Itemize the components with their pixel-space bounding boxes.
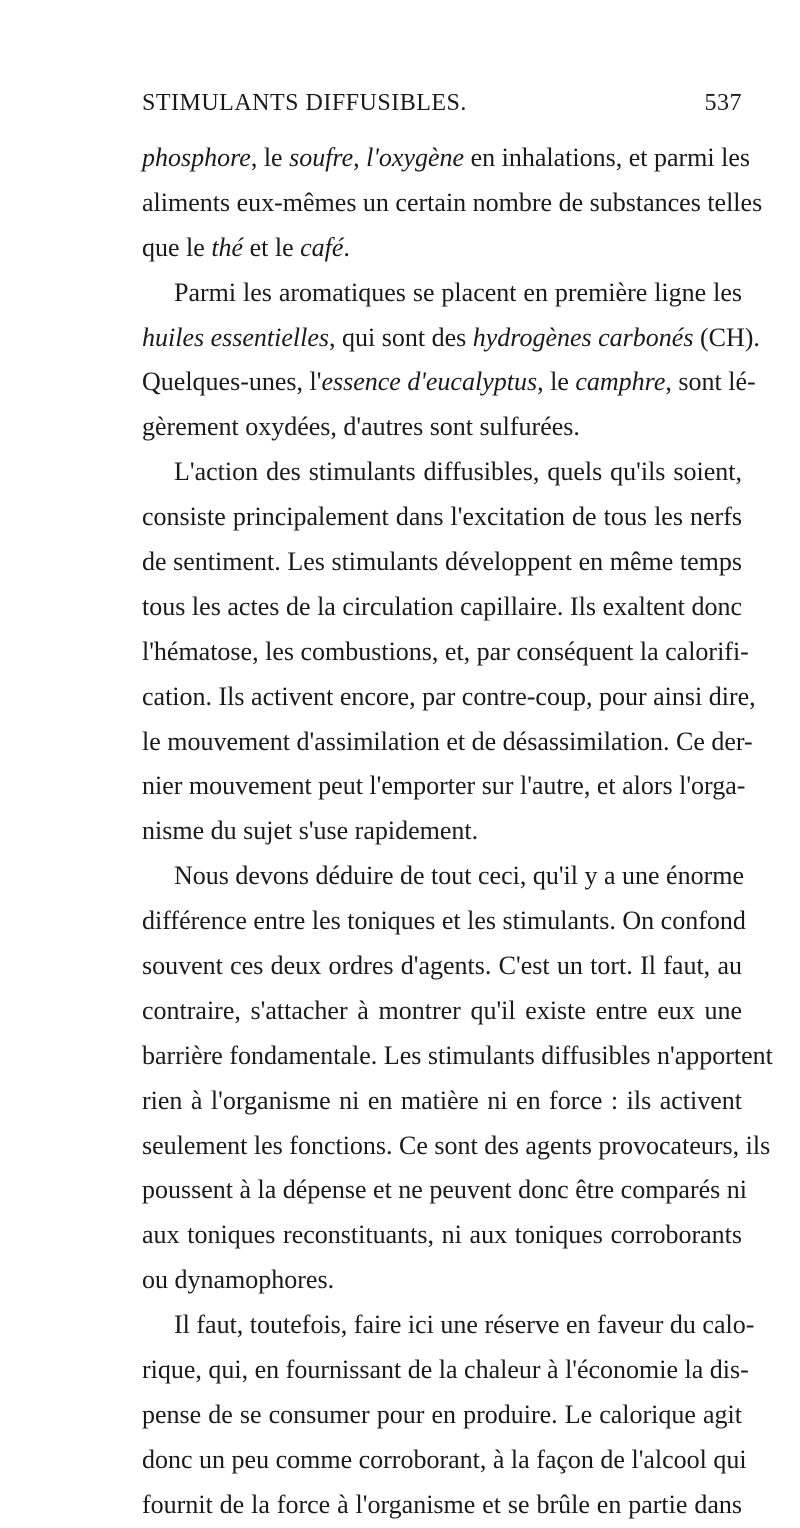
text-line: [142, 809, 742, 854]
text-run: rique, qui, en fournissant de la chaleur à l'économie la dis-: [142, 1355, 749, 1385]
text-run: ou dynamophores.: [142, 1265, 335, 1295]
text-run: en inhalations, et parmi les: [464, 143, 751, 172]
text-run: tous les actes de la circulation capillaire. Ils exaltent donc: [142, 591, 742, 621]
text-run: pense de se consumer pour en produire. Le calorique agit: [142, 1399, 742, 1429]
text-run: que le: [142, 232, 212, 262]
italic-term: l'oxygène: [366, 143, 465, 172]
text-line: [142, 271, 742, 316]
text-line: [142, 764, 746, 809]
italic-term: café: [300, 232, 344, 262]
text-line: [142, 1079, 742, 1124]
text-run: contraire, s'attacher à montrer qu'il existe entre eux une: [142, 995, 742, 1025]
page-number: 537: [704, 90, 742, 116]
text-run: fournit de la force à l'organisme et se brûle en partie dans: [142, 1489, 742, 1519]
text-line: [142, 226, 742, 271]
text-line: [142, 316, 760, 361]
italic-term: essence d'eucalyptus: [321, 367, 538, 397]
text-line: [142, 675, 756, 720]
text-line: [142, 181, 763, 226]
text-run: gèrement oxydées, d'autres sont sulfurées.: [142, 412, 580, 442]
text-line: [142, 1393, 742, 1438]
italic-term: camphre: [575, 367, 666, 397]
running-title: STIMULANTS DIFFUSIBLES.: [142, 90, 467, 116]
text-line: [142, 136, 751, 181]
text-run: l'hématose, les combustions, et, par conséquent la calorifi-: [142, 636, 749, 666]
text-line: [142, 1124, 771, 1169]
text-run: (CH).: [693, 322, 760, 352]
text-line: [142, 944, 742, 989]
italic-term: thé: [211, 232, 244, 262]
text-line: [142, 720, 753, 765]
text-line: [142, 899, 746, 944]
text-run: aux toniques reconstituants, ni aux toniques corroborants: [142, 1220, 742, 1250]
italic-term: soufre: [289, 143, 354, 172]
text-line: [142, 1303, 755, 1348]
text-run: , le: [537, 367, 576, 397]
text-line: [142, 854, 745, 899]
text-line: [142, 989, 742, 1034]
text-run: nisme du sujet s'use rapidement.: [142, 816, 479, 846]
text-run: Il faut, toutefois, faire ici une réserve en faveur du calo-: [174, 1310, 755, 1340]
italic-term: huiles essentielles: [142, 322, 330, 352]
text-run: Quelques-unes, l': [142, 367, 322, 397]
text-run: aliments eux-mêmes un certain nombre de substances telles: [142, 187, 763, 217]
text-line: [142, 495, 742, 540]
text-run: différence entre les toniques et les stimulants. On confond: [142, 906, 746, 936]
text-line: [142, 1168, 747, 1213]
text-run: , sont lé-: [665, 367, 756, 397]
text-run: ,: [353, 143, 367, 172]
text-run: consiste principalement dans l'excitation de tous les nerfs: [142, 502, 742, 532]
text-line: [142, 1034, 773, 1079]
text-run: nier mouvement peut l'emporter sur l'autre, et alors l'orga-: [142, 771, 746, 801]
text-run: et le: [243, 232, 301, 262]
text-line: [142, 540, 742, 585]
text-run: L'action des stimulants diffusibles, quels qu'ils soient,: [174, 457, 742, 487]
italic-term: hydrogènes carbonés: [472, 322, 694, 352]
text-run: seulement les fonctions. Ce sont des agents provocateurs, ils: [142, 1130, 771, 1160]
text-line: [142, 1483, 742, 1528]
text-run: cation. Ils activent encore, par contre-coup, pour ainsi dire,: [142, 681, 756, 711]
text-line: [142, 1438, 747, 1483]
text-run: , qui sont des: [329, 322, 473, 352]
text-run: donc un peu comme corroborant, à la façon de l'alcool qui: [142, 1444, 747, 1474]
text-run: rien à l'organisme ni en matière ni en force : ils activent: [142, 1085, 742, 1115]
text-run: souvent ces deux ordres d'agents. C'est un tort. Il faut, au: [142, 951, 742, 981]
text-run: de sentiment. Les stimulants développent en même temps: [142, 547, 742, 577]
body-text: [142, 136, 773, 1528]
text-line: [142, 450, 742, 495]
text-run: Nous devons déduire de tout ceci, qu'il y a une énorme: [174, 861, 745, 891]
text-line: [142, 1348, 749, 1393]
text-run: le mouvement d'assimilation et de désassimilation. Ce der-: [142, 726, 753, 756]
text-line: [142, 405, 742, 450]
text-run: barrière fondamentale. Les stimulants diffusibles n'apportent: [142, 1040, 773, 1070]
text-line: [142, 1258, 742, 1303]
text-line: [142, 1213, 742, 1258]
italic-term: phosphore: [142, 143, 251, 172]
page-header: [142, 90, 742, 126]
text-line: [142, 585, 742, 630]
text-run: Parmi les aromatiques se placent en première ligne les: [174, 277, 742, 307]
text-line: [142, 630, 749, 675]
text-line: [142, 360, 756, 405]
text-run: .: [343, 232, 350, 262]
text-run: , le: [250, 143, 290, 172]
text-run: poussent à la dépense et ne peuvent donc être comparés ni: [142, 1175, 747, 1205]
